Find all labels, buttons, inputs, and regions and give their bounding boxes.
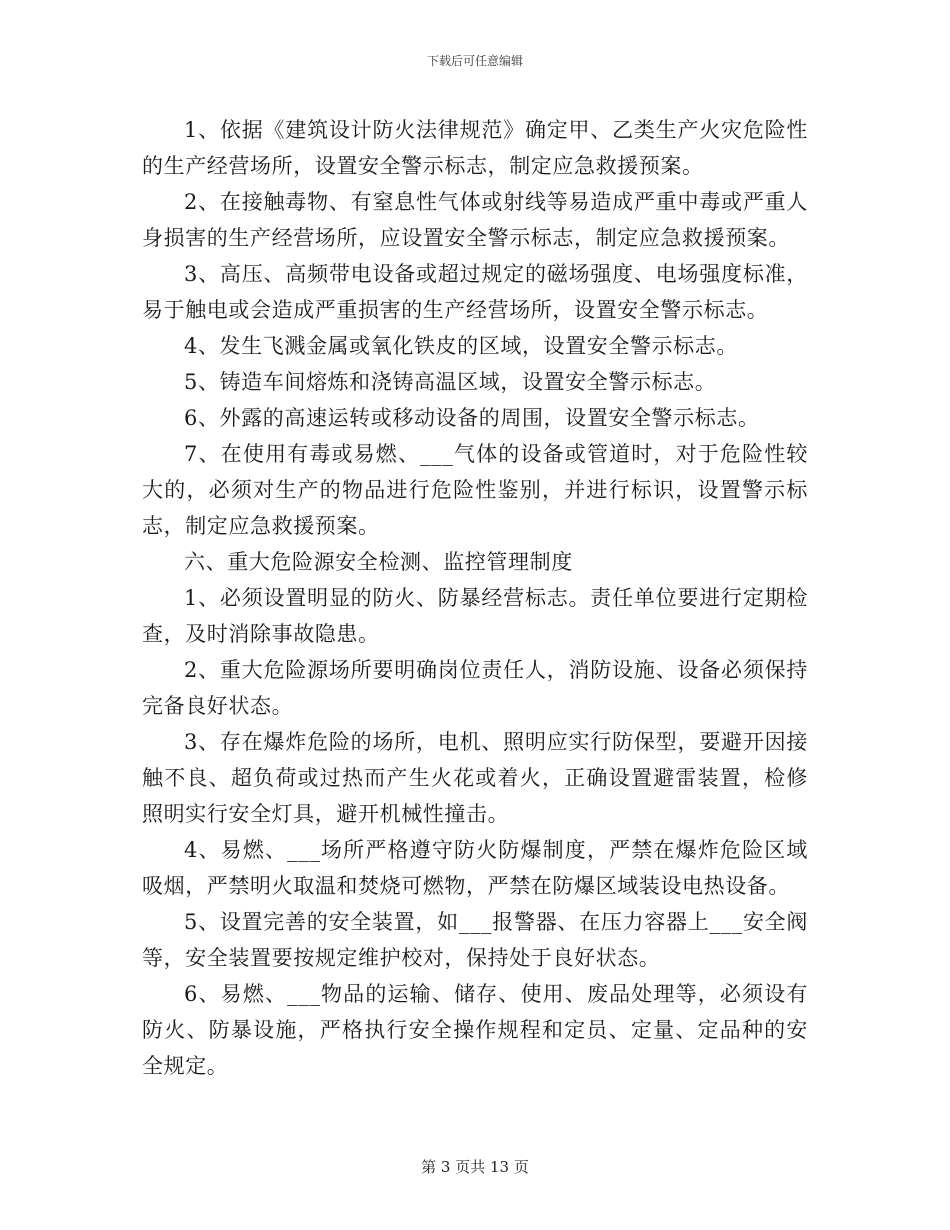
paragraph-8: 1、必须设置明显的防火、防暴经营标志。责任单位要进行定期检查，及时消除事故隐患。 xyxy=(142,586,808,646)
paragraph-3: 3、高压、高频带电设备或超过规定的磁场强度、电场强度标准，易于触电或会造成严重损害的生产经营场所，设置安全警示标志。 xyxy=(142,262,808,322)
paragraph-11: 4、易燃、___场所严格遵守防火防爆制度，严禁在爆炸危险区域吸烟，严禁明火取温和焚烧可燃物，严禁在防爆区域装设电热设备。 xyxy=(142,838,808,898)
section-heading: 六、重大危险源安全检测、监控管理制度 xyxy=(184,550,573,574)
page-header-note: 下载后可任意编辑 xyxy=(426,54,523,68)
paragraph-1: 1、依据《建筑设计防火法律规范》确定甲、乙类生产火灾危险性的生产经营场所，设置安全警示标志，制定应急救援预案。 xyxy=(142,118,808,178)
paragraph-7: 7、在使用有毒或易燃、___气体的设备或管道时，对于危险性较大的，必须对生产的物品进行危险性鉴别，并进行标识，设置警示标志，制定应急救援预案。 xyxy=(142,442,808,538)
paragraph-9: 2、重大危险源场所要明确岗位责任人，消防设施、设备必须保持完备良好状态。 xyxy=(142,658,808,718)
paragraph-6: 6、外露的高速运转或移动设备的周围，设置安全警示标志。 xyxy=(184,406,760,430)
document-body xyxy=(142,112,808,1084)
paragraph-10: 3、存在爆炸危险的场所，电机、照明应实行防保型，要避开因接触不良、超负荷或过热而产生火花或着火，正确设置避雷装置，检修照明实行安全灯具，避开机械性撞击。 xyxy=(142,730,808,826)
paragraph-5: 5、铸造车间熔炼和浇铸高温区域，设置安全警示标志。 xyxy=(184,370,717,394)
paragraph-12: 5、设置完善的安全装置，如___报警器、在压力容器上___安全阀等，安全装置要按规定维护校对，保持处于良好状态。 xyxy=(142,910,808,970)
paragraph-4: 4、发生飞溅金属或氧化铁皮的区域，设置安全警示标志。 xyxy=(184,334,738,358)
paragraph-2: 2、在接触毒物、有窒息性气体或射线等易造成严重中毒或严重人身损害的生产经营场所，应设置安全警示标志，制定应急救援预案。 xyxy=(142,190,808,250)
paragraph-13: 6、易燃、___物品的运输、储存、使用、废品处理等，必须设有防火、防暴设施，严格执行安全操作规程和定员、定量、定品种的安全规定。 xyxy=(142,982,808,1078)
page-number: 第 3 页共 13 页 xyxy=(421,1158,529,1176)
